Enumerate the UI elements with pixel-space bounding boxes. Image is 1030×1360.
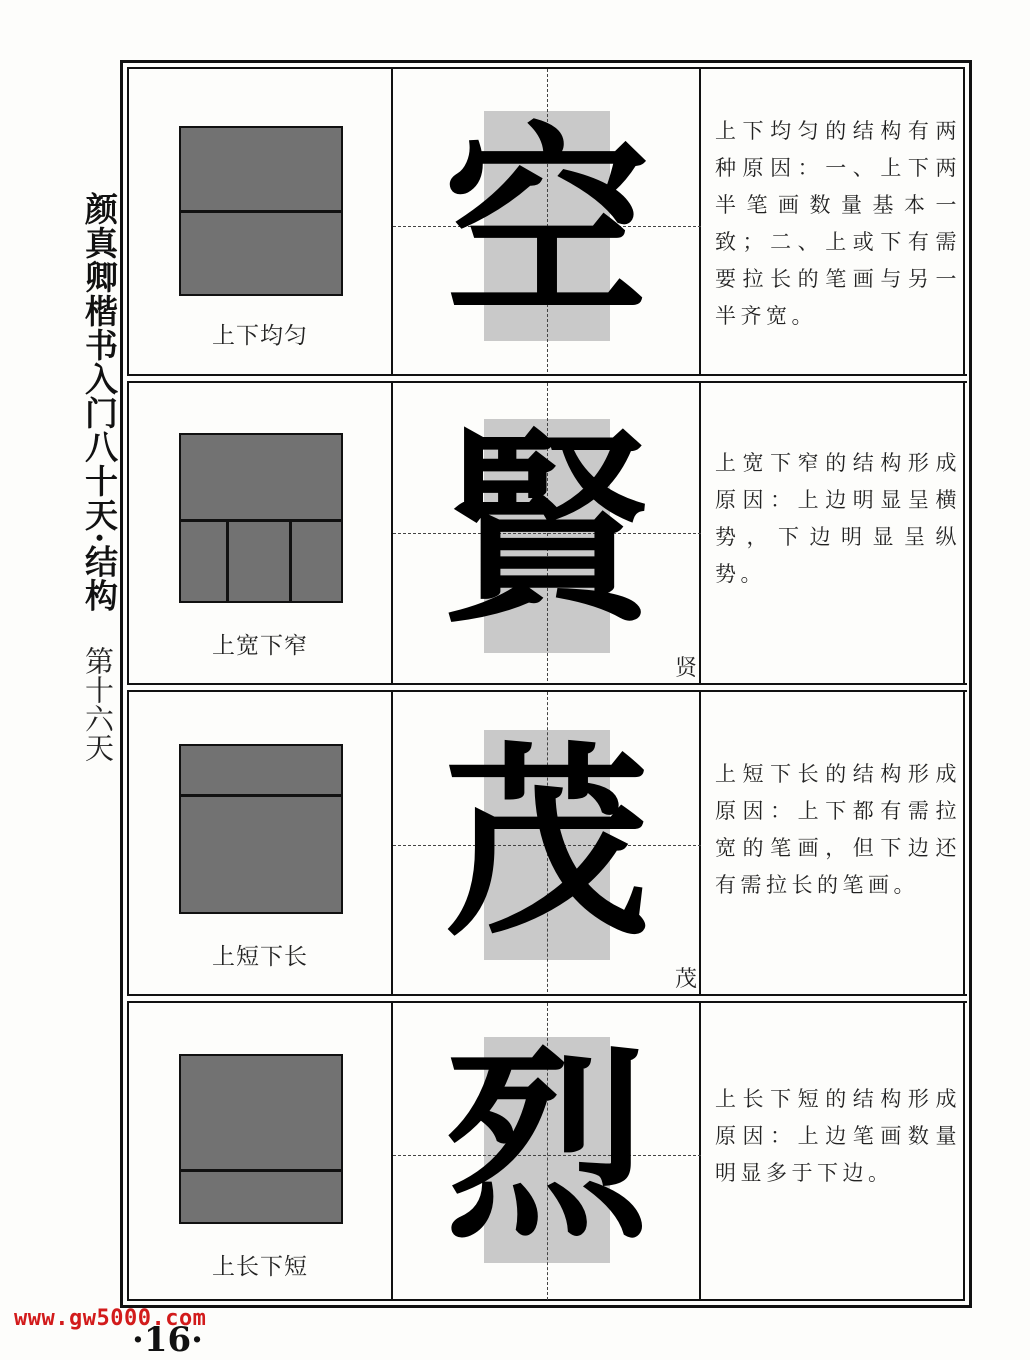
structure-diagram <box>179 126 343 296</box>
row-separator <box>127 994 967 1003</box>
structure-diagram <box>179 1054 343 1224</box>
calligraphy-character: 空 <box>444 105 650 345</box>
row-separator <box>127 374 967 383</box>
row-separator <box>127 683 967 692</box>
character-panel <box>393 69 701 377</box>
character-panel <box>393 383 701 686</box>
diagram-label: 上长下短 <box>212 1254 308 1280</box>
calligraphy-character: 烈 <box>444 1027 650 1267</box>
character-panel <box>393 1003 701 1300</box>
page-number: ·16· <box>132 1320 203 1360</box>
structure-row-3 <box>129 692 965 997</box>
diagram-label: 上宽下窄 <box>212 633 308 659</box>
calligraphy-character: 茂 <box>444 724 650 964</box>
simplified-character: 贤 <box>674 656 697 681</box>
structure-description: 上下均匀的结构有两种原因：一、上下两半笔画数量基本一致；二、上或下有需要拉长的笔画与另一半齐宽。 <box>715 119 961 328</box>
structure-description: 上短下长的结构形成原因：上下都有需拉宽的笔画，但下边还有需拉长的笔画。 <box>715 762 961 897</box>
structure-row-4 <box>129 1003 965 1300</box>
day-label: 第十六天 <box>81 646 115 762</box>
simplified-character: 茂 <box>674 967 697 992</box>
calligraphy-character: 賢 <box>444 411 650 651</box>
structure-row-1 <box>129 69 965 377</box>
watermark: www.gw5000.com <box>14 1306 207 1331</box>
diagram-label: 上短下长 <box>212 944 308 970</box>
structure-row-2 <box>129 383 965 686</box>
diagram-label: 上下均匀 <box>212 323 308 349</box>
structure-diagram <box>179 744 343 914</box>
character-panel <box>393 692 701 997</box>
structure-description: 上长下短的结构形成原因：上边笔画数量明显多于下边。 <box>715 1087 961 1185</box>
structure-description: 上宽下窄的结构形成原因：上边明显呈横势，下边明显呈纵势。 <box>715 451 961 586</box>
structure-diagram <box>179 433 343 603</box>
book-title: 颜真卿楷书入门八十天·结构 <box>80 192 119 613</box>
